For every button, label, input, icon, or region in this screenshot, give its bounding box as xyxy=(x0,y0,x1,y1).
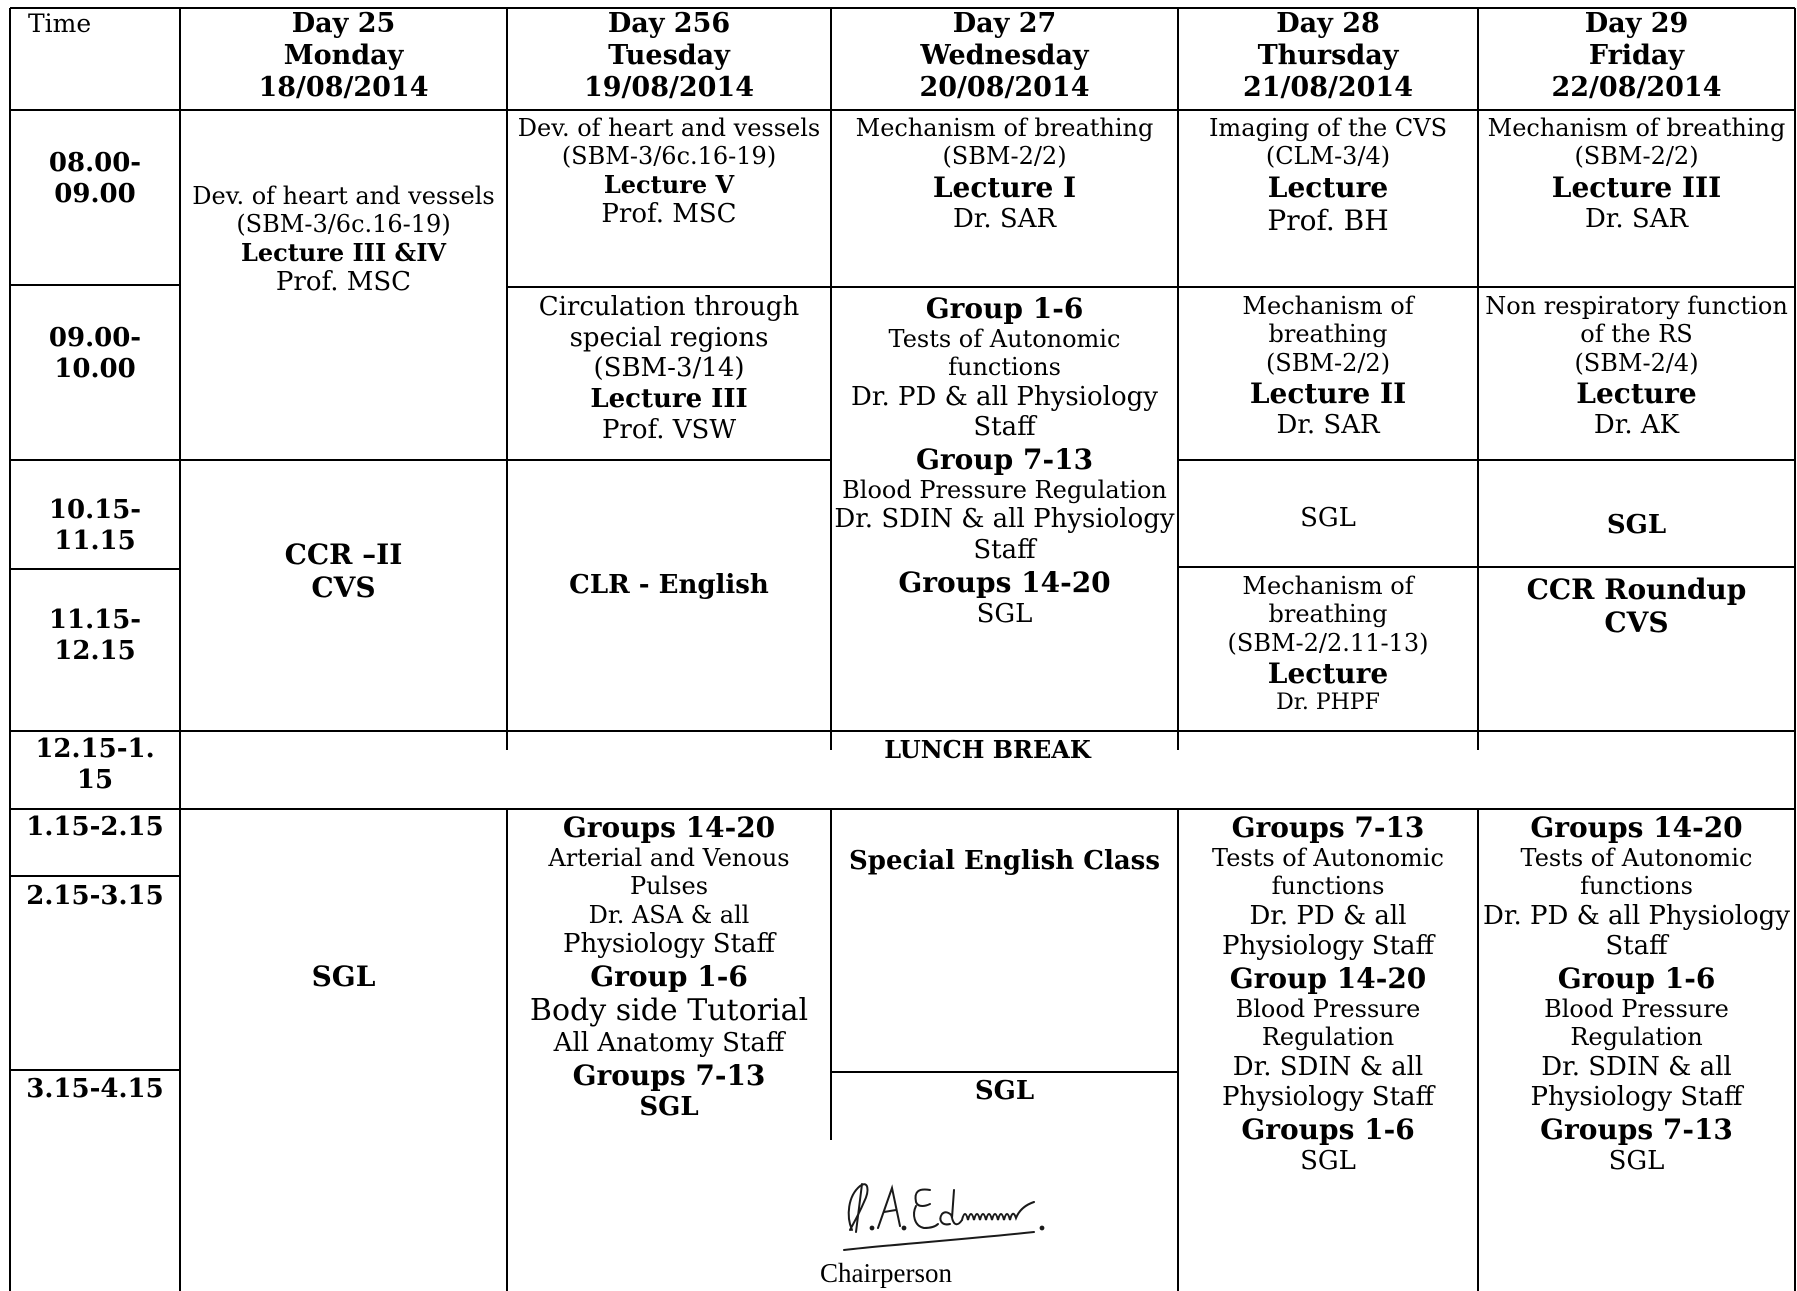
wednesday-sgl-session: SGL xyxy=(974,1076,1035,1106)
chairperson-signature xyxy=(838,1168,1078,1258)
lunch-break: LUNCH BREAK xyxy=(884,735,1091,764)
day-number: Day 28 xyxy=(1276,8,1380,39)
time-slot-0315: 3.15-4.15 xyxy=(26,1074,164,1104)
wednesday-lecture-session: Mechanism of breathing (SBM-2/2) Lecture I Dr. SAR xyxy=(855,114,1154,234)
day-number: Day 25 xyxy=(291,8,396,39)
day-weekday: Tuesday xyxy=(608,39,730,71)
time-slot-1215: 12.15-1. 15 xyxy=(35,734,155,795)
day-weekday: Wednesday xyxy=(920,39,1089,71)
day-date: 18/08/2014 xyxy=(258,71,429,103)
chairperson-label: Chairperson xyxy=(820,1258,952,1288)
thursday-breathing-session: Mechanism of breathing (SBM-2/2) Lecture II Dr. SAR xyxy=(1242,292,1414,440)
time-header: Time xyxy=(28,9,92,38)
time-slot-0800: 08.00- 09.00 xyxy=(48,148,142,209)
tuesday-circulation-session: Circulation through special regions (SBM-3/14) Lecture III Prof. VSW xyxy=(538,292,800,445)
day-header-tuesday xyxy=(507,8,831,110)
day-header-monday xyxy=(180,8,507,110)
wednesday-english-session: Special English Class xyxy=(849,846,1160,876)
time-slot-0900: 09.00- 10.00 xyxy=(48,323,142,384)
friday-respiratory-session: Non respiratory function of the RS (SBM-2/4) Lecture Dr. AK xyxy=(1485,292,1788,440)
day-date: 19/08/2014 xyxy=(583,71,754,103)
day-number: Day 29 xyxy=(1584,8,1689,39)
friday-sgl-session: SGL xyxy=(1606,510,1667,540)
day-number: Day 27 xyxy=(952,8,1057,39)
thursday-sgl-session: SGL xyxy=(1300,503,1356,533)
time-slot-0115: 1.15-2.15 xyxy=(26,812,164,842)
day-date: 20/08/2014 xyxy=(919,71,1090,103)
monday-ccr-session: CCR –II CVS xyxy=(284,538,403,605)
thursday-lecture-session: Imaging of the CVS (CLM-3/4) Lecture Prof. BH xyxy=(1208,114,1448,237)
day-date: 21/08/2014 xyxy=(1242,71,1413,103)
day-header-thursday xyxy=(1178,8,1478,110)
day-header-wednesday xyxy=(831,8,1178,110)
tuesday-lecture-session: Dev. of heart and vessels (SBM-3/6c.16-19) Lecture V Prof. MSC xyxy=(517,114,821,229)
time-slot-1115: 11.15- 12.15 xyxy=(48,605,142,666)
thursday-afternoon-session: Groups 7-13 Tests of Autonomic functions Dr. PD & all Physiology Staff Group 14-20 Blood Pressure Regulation Dr. SDIN & all Physiology Staff Groups 1-6 SGL xyxy=(1212,811,1444,1177)
friday-ccr-roundup-session: CCR Roundup CVS xyxy=(1526,573,1747,640)
day-weekday: Thursday xyxy=(1257,39,1399,71)
time-slot-0215: 2.15-3.15 xyxy=(26,881,164,911)
friday-lecture-session: Mechanism of breathing (SBM-2/2) Lecture III Dr. SAR xyxy=(1487,114,1786,234)
monday-lecture-session: Dev. of heart and vessels (SBM-3/6c.16-19) Lecture III &IV Prof. MSC xyxy=(192,182,495,297)
day-date: 22/08/2014 xyxy=(1551,71,1722,103)
monday-sgl-session: SGL xyxy=(311,960,376,993)
day-header-friday xyxy=(1478,8,1795,110)
friday-afternoon-session: Groups 14-20 Tests of Autonomic functions Dr. PD & all Physiology Staff Group 1-6 Blood Pressure Regulation Dr. SDIN & all Physiology Staff Groups 7-13 SGL xyxy=(1483,811,1790,1177)
day-weekday: Friday xyxy=(1588,39,1685,71)
tuesday-afternoon-session: Groups 14-20 Arterial and Venous Pulses Dr. ASA & all Physiology Staff Group 1-6 Body side Tutorial All Anatomy Staff Groups 7-13 SGL xyxy=(529,811,809,1122)
day-weekday: Monday xyxy=(283,39,404,71)
wednesday-practical-session: Group 1-6 Tests of Autonomic functions Dr. PD & all Physiology Staff Group 7-13 Blood Pressure Regulation Dr. SDIN & all Physiology Staff Groups 14-20 SGL xyxy=(834,292,1175,629)
time-slot-1015: 10.15- 11.15 xyxy=(48,495,142,556)
thursday-breathing-lecture-session: Mechanism of breathing (SBM-2/2.11-13) Lecture Dr. PHPF xyxy=(1227,572,1429,715)
tuesday-clr-session: CLR - English xyxy=(569,570,769,600)
day-number: Day 256 xyxy=(607,8,731,39)
